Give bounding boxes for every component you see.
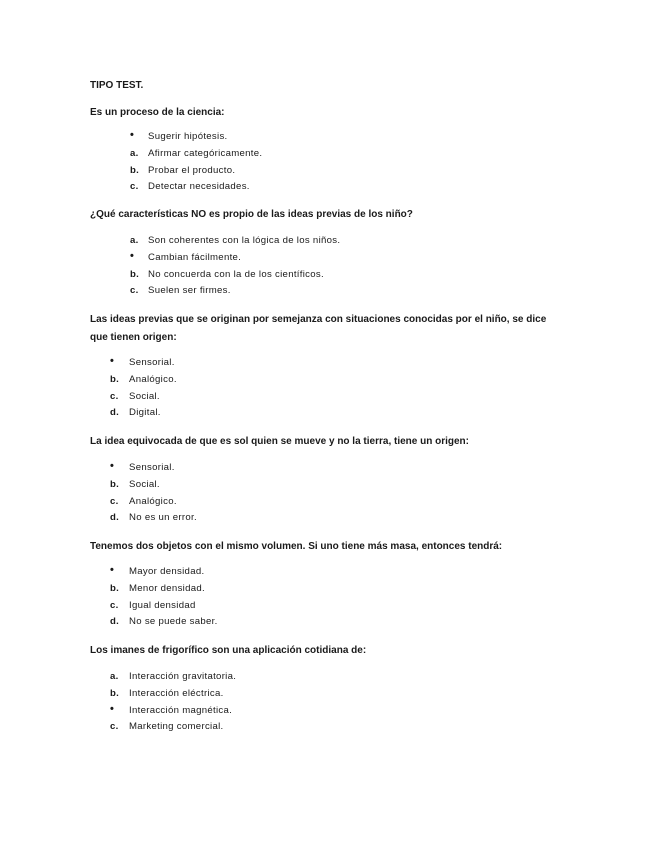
option-text: Analógico. xyxy=(129,373,177,385)
option-text: Analógico. xyxy=(129,495,177,507)
question-5: Tenemos dos objetos con el mismo volumen. Si uno tiene más masa, entonces tendrá: xyxy=(90,541,503,552)
option-text: Social. xyxy=(129,478,160,490)
option-text: Interacción gravitatoria. xyxy=(129,671,237,682)
option-marker: c. xyxy=(110,721,119,733)
option-text: Interacción eléctrica. xyxy=(129,687,224,699)
option-text: No se puede saber. xyxy=(129,616,218,628)
option-marker: b. xyxy=(110,373,120,385)
option-marker: c. xyxy=(130,285,139,297)
option-text: Son coherentes con la lógica de los niños. xyxy=(148,235,341,246)
option-text: Detectar necesidades. xyxy=(148,181,250,193)
option-marker: d. xyxy=(110,512,120,524)
option-marker: b. xyxy=(110,478,120,490)
option-text: Sensorial. xyxy=(129,357,175,368)
option-marker: b. xyxy=(130,164,140,176)
bullet-marker: • xyxy=(110,564,115,576)
bullet-marker: • xyxy=(110,355,115,367)
option-text: Cambian fácilmente. xyxy=(148,251,242,263)
bullet-marker: • xyxy=(110,460,115,472)
option-marker: a. xyxy=(110,671,119,682)
option-text: Mayor densidad. xyxy=(129,566,205,577)
option-marker: b. xyxy=(130,268,140,280)
option-marker: c. xyxy=(110,495,119,507)
bullet-marker: • xyxy=(110,702,115,715)
question-4: La idea equivocada de que es sol quien se mueve y no la tierra, tiene un origen: xyxy=(90,436,469,447)
document-title: TIPO TEST. xyxy=(90,80,144,91)
option-text: Digital. xyxy=(129,407,161,419)
option-text: Suelen ser firmes. xyxy=(148,285,231,297)
option-text: Afirmar categóricamente. xyxy=(148,147,263,159)
option-marker: a. xyxy=(130,235,139,246)
question-6: Los imanes de frigorífico son una aplicación cotidiana de: xyxy=(90,645,367,656)
option-marker: a. xyxy=(130,147,139,159)
option-text: Sugerir hipótesis. xyxy=(148,131,228,142)
option-text: Interacción magnética. xyxy=(129,704,233,716)
option-text: No concuerda con la de los científicos. xyxy=(148,268,324,280)
option-marker: b. xyxy=(110,687,120,699)
option-text: Menor densidad. xyxy=(129,582,205,594)
option-marker: c. xyxy=(130,181,139,193)
option-text: Sensorial. xyxy=(129,462,175,473)
option-text: Social. xyxy=(129,390,160,402)
option-marker: b. xyxy=(110,582,120,594)
option-text: Igual densidad xyxy=(129,599,196,611)
question-1: Es un proceso de la ciencia: xyxy=(90,107,225,118)
option-marker: c. xyxy=(110,599,119,611)
bullet-marker: • xyxy=(130,129,135,141)
option-text: Marketing comercial. xyxy=(129,721,224,733)
question-3: Las ideas previas que se originan por semejanza con situaciones conocidas por el niño, se dice que tienen origen: xyxy=(90,314,547,343)
option-marker: d. xyxy=(110,616,120,628)
option-text: Probar el producto. xyxy=(148,164,236,176)
question-2: ¿Qué características NO es propio de las ideas previas de los niño? xyxy=(90,209,413,220)
option-marker: d. xyxy=(110,407,120,419)
option-marker: c. xyxy=(110,390,119,402)
bullet-marker: • xyxy=(130,249,135,262)
option-text: No es un error. xyxy=(129,512,197,524)
